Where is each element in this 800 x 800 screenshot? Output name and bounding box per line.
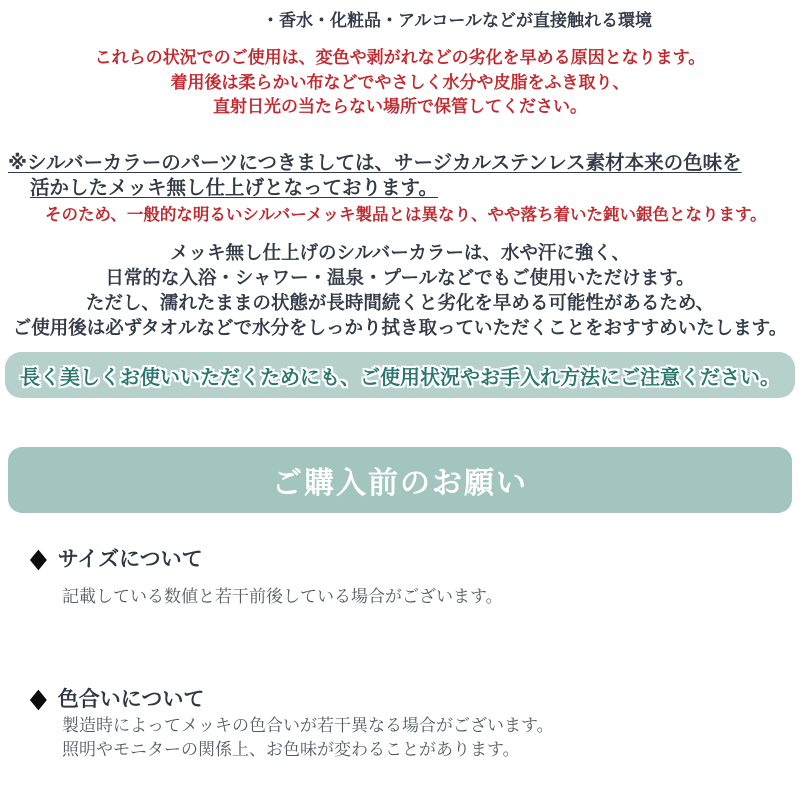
care-warning-line-1: これらの状況でのご使用は、変色や剥がれなどの劣化を早める原因となります。 — [94, 48, 706, 67]
care-warning-line-3: 直射日光の当たらない場所で保管してください。 — [213, 97, 587, 116]
environment-bullet-line: ・香水・化粧品・アルコールなどが直接触れる環境 — [262, 11, 652, 30]
silver-care-line-1: メッキ無し仕上げのシルバーカラーは、水や汗に強く、 — [169, 242, 630, 263]
color-note-line-2: 照明やモニターの関係上、お色味が変わることがあります。 — [62, 740, 520, 759]
pre-purchase-banner — [8, 447, 792, 513]
size-note-heading — [28, 543, 203, 573]
silver-care-line-3: ただし、濡れたままの状態が長時間続くと劣化を早める可能性があるため、 — [85, 292, 715, 313]
size-note-heading-text: サイズについて — [57, 548, 203, 571]
care-highlight-text: 長く美しくお使いいただくためにも、ご使用状況やお手入れ方法にご注意ください。 — [20, 366, 780, 389]
color-note-heading-text: 色合いについて — [57, 688, 205, 711]
diamond-bullet-icon: ◆ — [29, 682, 47, 713]
silver-note-heading-line-1: ※シルバーカラーのパーツにつきましては、サージカルステンレス素材本来の色味を — [8, 152, 742, 174]
silver-note-heading-line-2: 活かしたメッキ無し仕上げとなっております。 — [30, 177, 438, 199]
silver-note-red-remark: そのため、一般的な明るいシルバーメッキ製品とは異なり、やや落ち着いた鈍い銀色となります。 — [45, 206, 767, 224]
silver-care-line-2: 日常的な入浴・シャワー・温泉・プールなどでもご使用いただけます。 — [105, 267, 695, 288]
color-note-line-1: 製造時によってメッキの色合いが若干異なる場合がございます。 — [62, 716, 554, 735]
color-note-heading — [28, 683, 204, 713]
care-highlight-pill — [5, 352, 795, 398]
silver-care-line-4: ご使用後は必ずタオルなどで水分をしっかり拭き取っていただくことをおすすめいたします。 — [12, 317, 788, 338]
pre-purchase-banner-title: ご購入前のお願い — [272, 467, 528, 500]
diamond-bullet-icon: ◆ — [29, 542, 47, 573]
care-warning-block — [0, 46, 800, 120]
size-note-body — [62, 585, 503, 609]
color-note-body — [62, 714, 554, 762]
silver-care-body-block — [0, 240, 800, 340]
size-note-line-1: 記載している数値と若干前後している場合がございます。 — [62, 587, 503, 606]
care-warning-line-2: 着用後は柔らかい布などでやさしく水分や皮脂をふき取り、 — [170, 72, 630, 92]
